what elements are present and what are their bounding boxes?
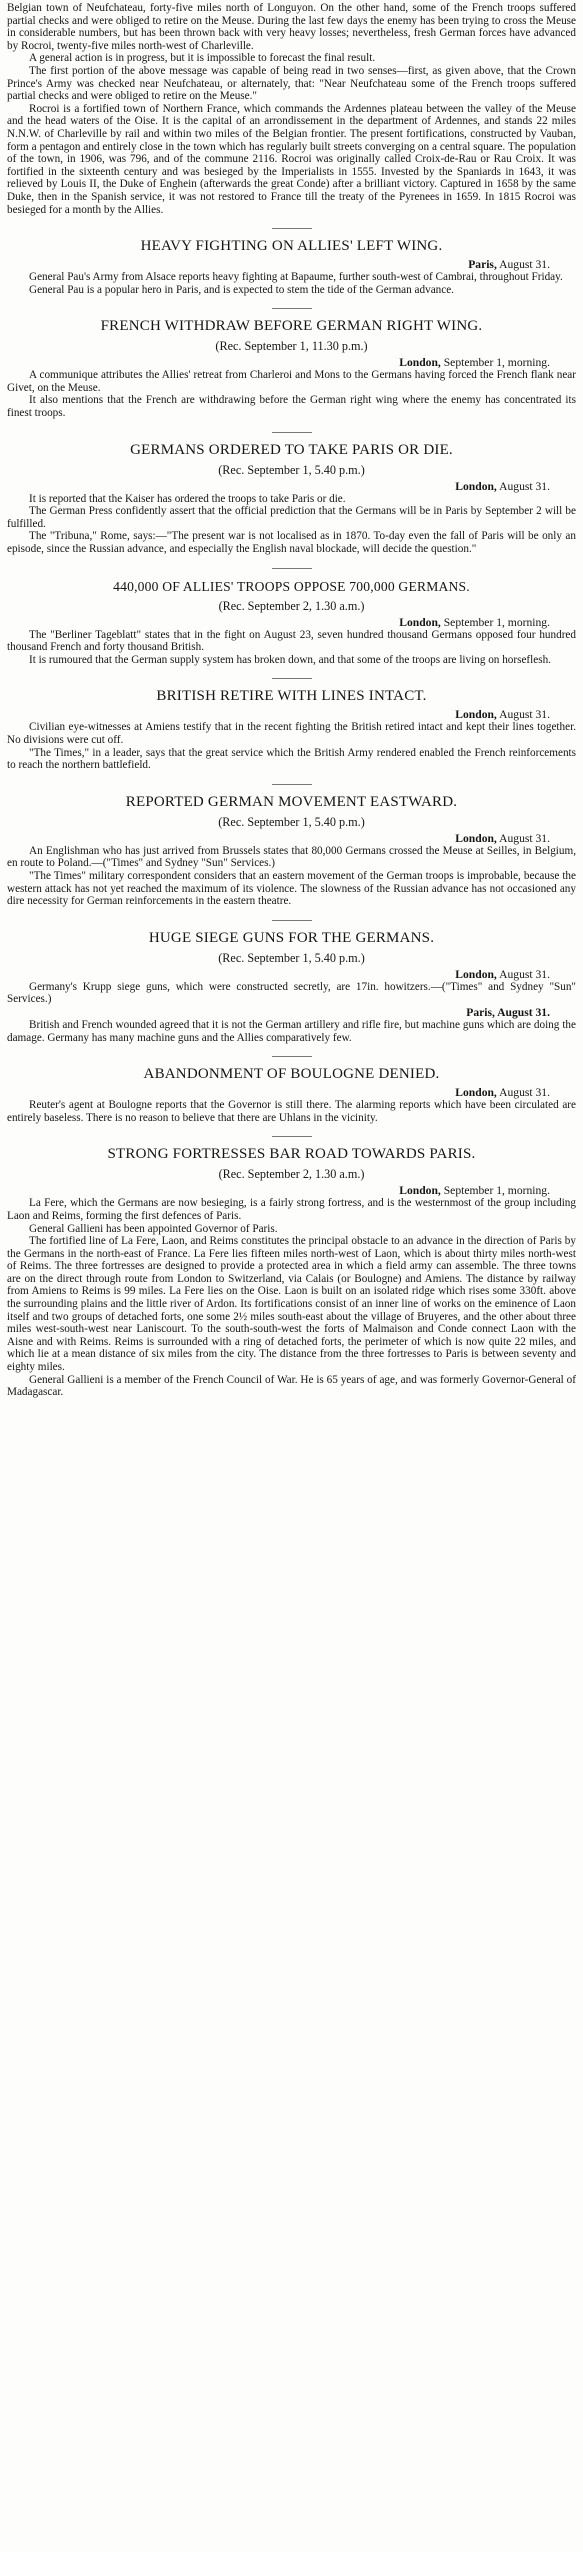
dateline — [7, 708, 576, 721]
dateline-place: London, — [399, 615, 441, 629]
article-headline: HUGE SIEGE GUNS FOR THE GERMANS. — [148, 929, 435, 946]
dateline — [7, 968, 576, 981]
separator-rule — [272, 678, 312, 679]
article — [7, 318, 576, 419]
continued-article — [7, 2, 576, 216]
paragraph: The first portion of the above message was capable of being read in two senses—first, as given above, that the Crown Prince's Army was checked near Neufchateau, or alternately, that: "Near Neufchateau some of the French troops suffered partial checks and were obliged to retire on the Meuse." — [7, 64, 576, 103]
paragraph: An Englishman who has just arrived from Brussels states that 80,000 Germans crossed the Meuse at Seilles, in Belgium, en route to Poland.—("Times" and Sydney "Sun" Services.) — [7, 844, 576, 870]
received-line: (Rec. September 1, 5.40 p.m.) — [218, 950, 365, 965]
separator-rule — [272, 920, 312, 921]
article-headline: HEAVY FIGHTING ON ALLIES' LEFT WING. — [140, 238, 443, 255]
received-line: (Rec. September 1, 11.30 p.m.) — [215, 339, 368, 354]
paragraph: General Gallieni has been appointed Governor of Paris. — [29, 1222, 278, 1235]
dateline-date: August 31. — [499, 831, 550, 845]
paragraph: The "Berliner Tageblatt" states that in the fight on August 23, seven hundred thousand Germans opposed four hundred thousand French and forty thousand British. — [7, 628, 576, 654]
paragraph: It is rumoured that the German supply system has broken down, and that some of the troops are living on horseflesh. — [29, 653, 551, 666]
dateline-date: September 1, morning. — [443, 1184, 550, 1198]
separator-rule — [272, 568, 312, 569]
dateline-place: London, — [455, 708, 497, 722]
article — [7, 688, 576, 771]
paragraph: Reuter's agent at Boulogne reports that the Governor is still there. The alarming reports which have been circulated are entirely baseless. There is no reason to believe that there are Uhlans in the vicinity. — [7, 1099, 576, 1124]
article — [7, 930, 576, 1044]
article-headline: BRITISH RETIRE WITH LINES INTACT. — [156, 688, 427, 705]
dateline-place: Paris, — [468, 258, 497, 272]
dateline-date: August 31. — [499, 708, 550, 722]
paragraph: A general action is in progress, but it is impossible to forecast the final result. — [29, 52, 376, 65]
separator-rule — [272, 432, 312, 433]
dateline-place: London, — [455, 831, 497, 845]
separator-rule — [272, 784, 312, 785]
article-headline: STRONG FORTRESSES BAR ROAD TOWARDS PARIS. — [107, 1146, 476, 1163]
received-line: (Rec. September 1, 5.40 p.m.) — [218, 462, 365, 477]
article-headline: ABANDONMENT OF BOULOGNE DENIED. — [143, 1066, 440, 1083]
paragraph: General Pau's Army from Alsace reports heavy fighting at Bapaume, further south-west of Cambrai, throughout Friday. — [29, 271, 563, 284]
paragraph: British and French wounded agreed that it is not the German artillery and rifle fire, but machine guns which are doing the damage. Germany has many machine guns and the Allies comparatively few. — [7, 1018, 576, 1044]
separator-rule — [272, 228, 312, 229]
paragraph: Civilian eye-witnesses at Amiens testify that in the recent fighting the British retired intact and kept their lines together. No divisions were cut off. — [7, 721, 576, 746]
dateline-place: London, — [455, 967, 497, 981]
paragraph: It is reported that the Kaiser has ordered the troops to take Paris or die. — [29, 492, 346, 505]
received-line: (Rec. September 1, 5.40 p.m.) — [218, 814, 365, 829]
paragraph: La Fere, which the Germans are now besieging, is a fairly strong fortress, and is the westernmost of the group including Laon and Reims, forming the first defences of Paris. — [7, 1197, 576, 1222]
separator-rule — [272, 1056, 312, 1057]
dateline-inline: Paris, August 31. — [466, 1005, 550, 1019]
dateline — [7, 356, 576, 369]
dateline — [7, 1184, 576, 1197]
article-headline: FRENCH WITHDRAW BEFORE GERMAN RIGHT WING. — [100, 318, 483, 335]
dateline-date: September 1, morning. — [443, 615, 550, 629]
article-headline: GERMANS ORDERED TO TAKE PARIS OR DIE. — [130, 441, 453, 458]
dateline-place: London, — [455, 1086, 497, 1100]
separator-rule — [272, 308, 312, 309]
paragraph: "The Times," in a leader, says that the great service which the British Army rendered enabled the French reinforcements to reach the northern battlefield. — [7, 746, 576, 772]
paragraph: The fortified line of La Fere, Laon, and Reims constitutes the principal obstacle to an advance in the direction of Paris by the Germans in the north-east of France. La Fere lies fifteen miles north-west of Laon, which is about thirty miles north-west of Reims. The three fortresses are designed to provide a protected area in which a field army can assemble. The three towns are on the direct through route from London to Switzerland, via Calais (or Boulogne) and Amiens. The distance by railway from Amiens to Reims is 99 miles. La Fere lies on the Oise. Laon is built on an isolated ridge which rises some 330ft. above the surrounding plains and the little river of Ardon. Its fortifications consist of an inner line of works on the eminence of Laon itself and two groups of detached forts, one some 2½ miles south-east about the village of Bruyeres, and the other about three miles west-south-west near Laniscourt. To the south-south-west the forts of Malmaison and Conde connect Laon with the Aisne and with Reims. Reims is surrounded with a ring of detached forts, the perimeter of which is now quite 22 miles, and which lie at a mean distance of six miles from the city. The distance from the three fortresses to Paris is between seventy and eighty miles. — [7, 1235, 576, 1374]
article — [7, 1066, 576, 1124]
dateline-place: London, — [455, 479, 497, 493]
article — [7, 238, 576, 296]
paragraph: "The Times" military correspondent considers that an eastern movement of the German troops is improbable, because the western attack has not yet reached the maximum of its violence. The slowness of the Russian advance has not occasioned any dire necessity for German reinforcements in the eastern theatre. — [7, 869, 576, 908]
dateline-date: August 31. — [499, 1086, 550, 1100]
dateline — [7, 832, 576, 845]
article — [7, 578, 576, 667]
article — [7, 794, 576, 908]
received-line: (Rec. September 2, 1.30 a.m.) — [218, 1167, 365, 1182]
dateline — [7, 480, 576, 493]
paragraph: The "Tribuna," Rome, says:—"The present war is not localised as in 1870. To-day even the fall of Paris will be only an episode, since the Russian advance, and especially the English naval blockade, will decide the question." — [7, 530, 576, 556]
paragraph: It also mentions that the French are withdrawing before the German right wing where the enemy has concentrated its finest troops. — [7, 394, 576, 420]
article — [7, 1146, 576, 1399]
dateline-date: August 31. — [499, 258, 550, 272]
dateline-date: September 1, morning. — [443, 356, 550, 370]
dateline — [7, 258, 576, 271]
paragraph: A communique attributes the Allies' retreat from Charleroi and Mons to the Germans having forced the French flank near Givet, on the Meuse. — [7, 369, 576, 394]
paragraph: General Gallieni is a member of the French Council of War. He is 65 years of age, and was formerly Governor-General of Madagascar. — [7, 1373, 576, 1399]
dateline — [7, 616, 576, 629]
paragraph: General Pau is a popular hero in Paris, and is expected to stem the tide of the German advance. — [29, 283, 454, 296]
dateline-place: London, — [399, 1184, 441, 1198]
paragraph: Belgian town of Neufchateau, forty-five miles north of Longuyon. On the other hand, some of the French troops suffered partial checks and were obliged to retire on the Meuse. During the last few days the enemy has been trying to cross the Meuse in considerable numbers, but has been thrown back with very heavy losses; nevertheless, fresh German forces have advanced by Rocroi, twenty-five miles north-west of Charleville. — [7, 2, 576, 52]
received-line: (Rec. September 2, 1.30 a.m.) — [218, 598, 365, 613]
separator-rule — [272, 1136, 312, 1137]
dateline-place: London, — [399, 356, 441, 370]
article-headline: REPORTED GERMAN MOVEMENT EASTWARD. — [125, 793, 458, 810]
paragraph: Rocroi is a fortified town of Northern France, which commands the Ardennes plateau between the valley of the Meuse and the head waters of the Oise. It is the capital of an arrondissement in the department of Ardennes, and stands 22 miles N.N.W. of Charleville by rail and within two miles of the Belgian frontier. The present fortifications, constructed by Vauban, form a pentagon and entirely close in the town which has regularly built streets converging on a central square. The population of the town, in 1906, was 796, and of the commune 2116. Rocroi was originally called Croix-de-Rau or Rau Croix. It was fortified in the sixteenth century and was besieged by the Imperialists in 1555. Invested by the Spaniards in 1643, it was relieved by Louis II, the Duke of Enghein (afterwards the great Conde) after a brilliant victory. Captured in 1658 by the same Duke, then in the Spanish service, it was not restored to France till the treaty of the Pyrenees in 1659. In 1815 Rocroi was besieged for a month by the Allies. — [7, 102, 576, 216]
dateline-date: August 31. — [499, 479, 550, 493]
article — [7, 442, 576, 556]
article-headline: 440,000 OF ALLIES' TROOPS OPPOSE 700,000 GERMANS. — [113, 578, 470, 594]
dateline-date: August 31. — [499, 967, 550, 981]
paragraph: Germany's Krupp siege guns, which were constructed secretly, are 17in. howitzers.—("Times" and Sydney "Sun" Services.) — [7, 980, 576, 1006]
dateline — [7, 1086, 576, 1099]
paragraph: The German Press confidently assert that the official prediction that the Germans will be in Paris by September 2 will be fulfilled. — [7, 505, 576, 530]
